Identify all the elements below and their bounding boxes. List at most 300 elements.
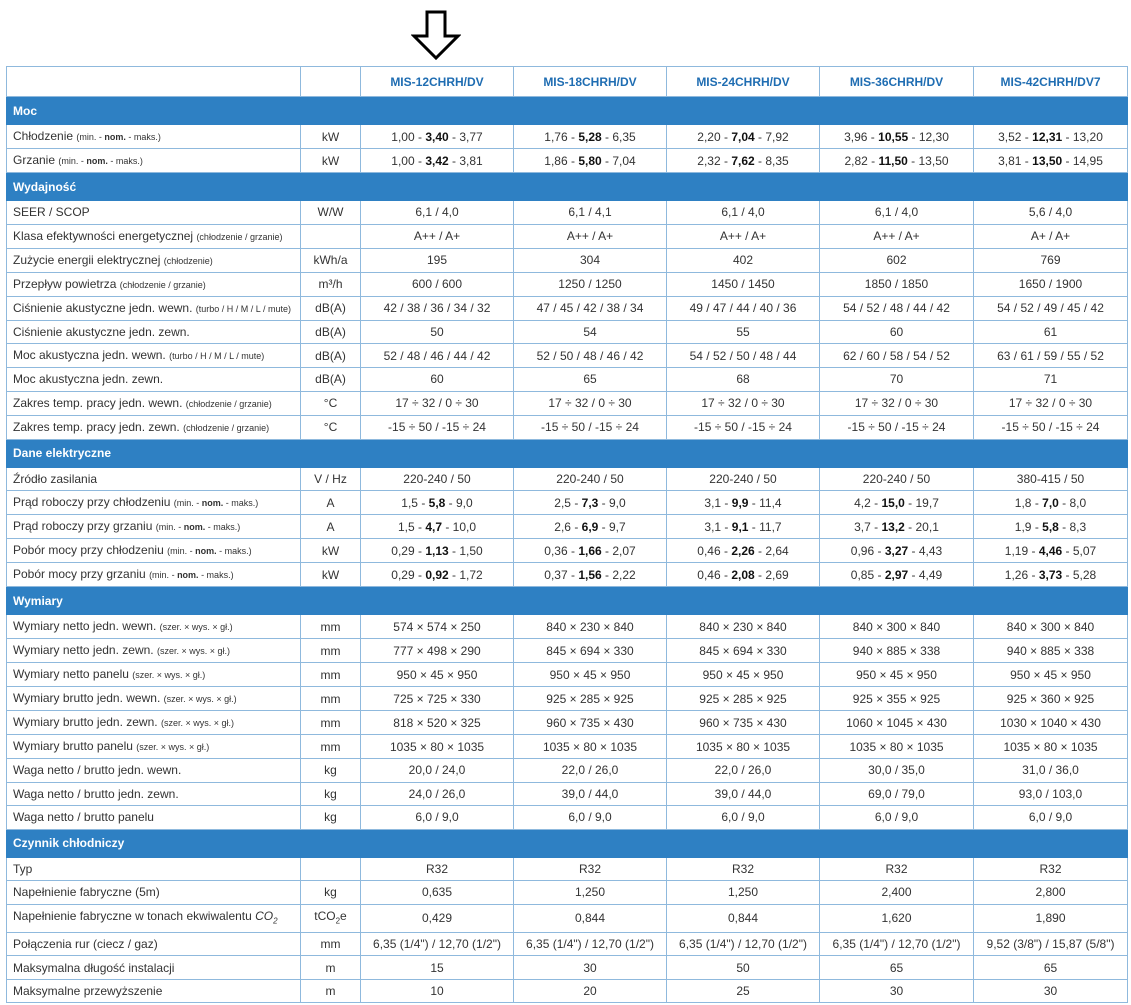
row-label bbox=[7, 782, 301, 806]
row-label-qualifier: (szer. × wys. × gł.) bbox=[163, 694, 237, 704]
spec-row bbox=[7, 515, 1128, 539]
value-cell: 31,0 / 36,0 bbox=[974, 759, 1128, 783]
qualifier-post: - maks.) bbox=[223, 498, 259, 508]
value-min: 2,5 - bbox=[554, 495, 582, 510]
value-min: 1,5 - bbox=[401, 495, 429, 510]
value-min: 0,46 - bbox=[697, 543, 732, 558]
row-label-qualifier: (turbo / H / M / L / mute) bbox=[195, 303, 291, 314]
spec-row bbox=[7, 248, 1128, 272]
value-min: 1,5 - bbox=[397, 519, 426, 534]
row-label-qualifier: (szer. × wys. × gł.) bbox=[136, 742, 210, 752]
value-cell: 950 × 45 × 950 bbox=[974, 663, 1128, 687]
row-label-qualifier: (szer. × wys. × gł.) bbox=[159, 622, 233, 632]
value-nominal: 1,13 bbox=[425, 543, 449, 558]
value-min: 1,00 - bbox=[391, 153, 426, 168]
value-cell: 17 ÷ 32 / 0 ÷ 30 bbox=[514, 391, 667, 415]
down-arrow-icon bbox=[411, 10, 461, 60]
qualifier-pre: (min. - bbox=[58, 156, 87, 166]
unit-text: kg bbox=[324, 885, 337, 900]
value-cell: 17 ÷ 32 / 0 ÷ 30 bbox=[667, 391, 820, 415]
value-nominal: 3,73 bbox=[1038, 567, 1063, 582]
value-nominal: 3,27 bbox=[884, 543, 909, 558]
value-cell: 62 / 60 / 58 / 54 / 52 bbox=[820, 344, 974, 368]
value-cell: 6,1 / 4,1 bbox=[514, 201, 667, 225]
unit-text: mm bbox=[320, 937, 341, 952]
value-max: - 1,72 bbox=[448, 567, 483, 582]
row-label-text: Wymiary brutto panelu bbox=[13, 739, 137, 753]
value-cell: 65 bbox=[514, 368, 667, 392]
row-label bbox=[7, 415, 301, 439]
spec-row bbox=[7, 296, 1128, 320]
value-cell: R32 bbox=[361, 857, 514, 881]
unit-text: dB(A) bbox=[315, 301, 346, 315]
row-unit bbox=[301, 663, 361, 687]
unit-text: °C bbox=[323, 420, 338, 434]
value-cell bbox=[514, 563, 667, 587]
value-max: - 9,0 bbox=[445, 495, 473, 510]
row-unit bbox=[301, 782, 361, 806]
value-cell: 950 × 45 × 950 bbox=[820, 663, 974, 687]
spec-row bbox=[7, 711, 1128, 735]
value-cell: 1,620 bbox=[820, 904, 974, 932]
row-label-qualifier bbox=[58, 156, 143, 166]
value-max: - 14,95 bbox=[1062, 153, 1103, 168]
value-cell: 5,6 / 4,0 bbox=[974, 201, 1128, 225]
value-max: - 4,43 bbox=[908, 543, 943, 558]
value-nominal: 9,1 bbox=[731, 519, 749, 534]
unit-text: mm bbox=[320, 667, 341, 682]
value-cell bbox=[820, 149, 974, 173]
row-unit bbox=[301, 224, 361, 248]
unit-text: m³/h bbox=[318, 277, 343, 291]
value-cell: 818 × 520 × 325 bbox=[361, 711, 514, 735]
row-unit bbox=[301, 615, 361, 639]
value-cell: 220-240 / 50 bbox=[820, 467, 974, 491]
value-cell: 195 bbox=[361, 248, 514, 272]
value-cell: 960 × 735 × 430 bbox=[667, 711, 820, 735]
value-nominal: 0,92 bbox=[425, 567, 449, 582]
spec-row bbox=[7, 125, 1128, 149]
row-label-qualifier: (chłodzenie / grzanie) bbox=[196, 231, 283, 242]
value-cell bbox=[974, 515, 1128, 539]
value-cell: -15 ÷ 50 / -15 ÷ 24 bbox=[514, 415, 667, 439]
section-header bbox=[7, 439, 1128, 467]
row-label-text: Pobór mocy przy chłodzeniu bbox=[13, 543, 168, 557]
value-cell: A++ / A+ bbox=[820, 224, 974, 248]
value-cell bbox=[974, 539, 1128, 563]
value-cell: 840 × 230 × 840 bbox=[667, 615, 820, 639]
value-min: 2,6 - bbox=[554, 519, 582, 534]
value-cell: A++ / A+ bbox=[667, 224, 820, 248]
row-unit bbox=[301, 320, 361, 344]
row-label bbox=[7, 759, 301, 783]
row-label bbox=[7, 467, 301, 491]
model-name: MIS-36CHRH/DV bbox=[820, 67, 974, 97]
row-unit bbox=[301, 904, 361, 932]
row-label bbox=[7, 320, 301, 344]
header-empty-unit bbox=[301, 67, 361, 97]
row-label-text: Pobór mocy przy grzaniu bbox=[13, 567, 150, 581]
unit-text: mm bbox=[320, 739, 341, 754]
value-max: - 2,22 bbox=[601, 567, 636, 582]
value-cell: 6,35 (1/4") / 12,70 (1/2") bbox=[820, 932, 974, 956]
value-max: - 13,20 bbox=[1062, 129, 1103, 144]
value-cell: 725 × 725 × 330 bbox=[361, 687, 514, 711]
qualifier-post: - maks.) bbox=[198, 570, 234, 580]
value-cell: 960 × 735 × 430 bbox=[514, 711, 667, 735]
value-cell: R32 bbox=[974, 857, 1128, 881]
value-cell: 845 × 694 × 330 bbox=[514, 639, 667, 663]
value-cell: 6,0 / 9,0 bbox=[361, 806, 514, 830]
value-cell bbox=[514, 125, 667, 149]
value-cell: 69,0 / 79,0 bbox=[820, 782, 974, 806]
value-cell: 54 / 52 / 48 / 44 / 42 bbox=[820, 296, 974, 320]
value-min: 3,7 - bbox=[854, 519, 882, 534]
unit-text: W/W bbox=[317, 205, 344, 220]
unit-text: mm bbox=[320, 715, 341, 730]
value-cell bbox=[514, 491, 667, 515]
value-cell: 925 × 285 × 925 bbox=[667, 687, 820, 711]
unit-text: m bbox=[325, 984, 336, 999]
unit-text: tCO bbox=[314, 908, 336, 923]
value-min: 0,37 - bbox=[544, 567, 579, 582]
value-cell: 52 / 48 / 46 / 44 / 42 bbox=[361, 344, 514, 368]
value-max: - 8,35 bbox=[754, 153, 789, 168]
row-label bbox=[7, 806, 301, 830]
value-nominal: 6,9 bbox=[581, 519, 599, 534]
value-cell: 402 bbox=[667, 248, 820, 272]
value-cell: 20 bbox=[514, 979, 667, 1003]
row-label-qualifier: (chłodzenie / grzanie) bbox=[119, 279, 206, 290]
row-unit bbox=[301, 759, 361, 783]
value-nominal: 10,55 bbox=[878, 129, 909, 144]
value-cell: 17 ÷ 32 / 0 ÷ 30 bbox=[361, 391, 514, 415]
row-label-text: Moc akustyczna jedn. wewn. bbox=[13, 348, 170, 362]
row-label-text: Maksymalne przewyższenie bbox=[13, 984, 163, 999]
value-cell: 1035 × 80 × 1035 bbox=[361, 735, 514, 759]
row-label-text: Moc akustyczna jedn. zewn. bbox=[13, 372, 164, 387]
value-cell: 30 bbox=[820, 979, 974, 1003]
value-min: 0,36 - bbox=[544, 543, 579, 558]
row-label bbox=[7, 272, 301, 296]
value-cell: 950 × 45 × 950 bbox=[514, 663, 667, 687]
row-label-text: Połączenia rur (ciecz / gaz) bbox=[13, 937, 158, 952]
value-cell: 925 × 360 × 925 bbox=[974, 687, 1128, 711]
value-cell: 50 bbox=[361, 320, 514, 344]
row-unit bbox=[301, 272, 361, 296]
value-max: - 7,04 bbox=[601, 153, 636, 168]
value-max: - 13,50 bbox=[907, 153, 949, 168]
value-cell bbox=[820, 539, 974, 563]
value-cell bbox=[361, 149, 514, 173]
qualifier-bold: nom. bbox=[201, 498, 224, 508]
value-min: 3,1 - bbox=[704, 519, 732, 534]
value-cell: 54 bbox=[514, 320, 667, 344]
qualifier-bold: nom. bbox=[86, 156, 108, 166]
row-label-qualifier bbox=[76, 132, 161, 142]
unit-text: kg bbox=[324, 763, 337, 778]
value-cell: 220-240 / 50 bbox=[667, 467, 820, 491]
value-cell: 10 bbox=[361, 979, 514, 1003]
value-cell: 950 × 45 × 950 bbox=[361, 663, 514, 687]
value-cell: 1,250 bbox=[514, 881, 667, 905]
value-cell: 0,635 bbox=[361, 881, 514, 905]
row-label bbox=[7, 248, 301, 272]
value-cell bbox=[514, 149, 667, 173]
value-cell: 950 × 45 × 950 bbox=[667, 663, 820, 687]
value-min: 3,1 - bbox=[704, 495, 732, 510]
value-nominal: 12,31 bbox=[1032, 129, 1063, 144]
value-cell: 6,1 / 4,0 bbox=[667, 201, 820, 225]
row-unit bbox=[301, 344, 361, 368]
value-cell: 6,35 (1/4") / 12,70 (1/2") bbox=[514, 932, 667, 956]
value-cell bbox=[820, 491, 974, 515]
row-label bbox=[7, 857, 301, 881]
value-cell: 600 / 600 bbox=[361, 272, 514, 296]
value-cell bbox=[974, 491, 1128, 515]
value-cell: 6,1 / 4,0 bbox=[361, 201, 514, 225]
value-cell: A++ / A+ bbox=[361, 224, 514, 248]
value-cell bbox=[514, 515, 667, 539]
row-label-qualifier: (szer. × wys. × gł.) bbox=[156, 646, 230, 656]
value-cell: 70 bbox=[820, 368, 974, 392]
value-nominal: 5,8 bbox=[1042, 519, 1059, 534]
value-cell: 1060 × 1045 × 430 bbox=[820, 711, 974, 735]
row-label-text: Wymiary netto jedn. zewn. bbox=[13, 643, 157, 657]
row-label-text: Napełnienie fabryczne (5m) bbox=[13, 885, 160, 900]
value-cell: 840 × 300 × 840 bbox=[820, 615, 974, 639]
value-cell: 39,0 / 44,0 bbox=[667, 782, 820, 806]
row-label bbox=[7, 735, 301, 759]
value-min: 0,29 - bbox=[391, 543, 426, 558]
value-cell bbox=[667, 563, 820, 587]
value-cell: 380-415 / 50 bbox=[974, 467, 1128, 491]
row-label-text: Wymiary netto jedn. wewn. bbox=[13, 619, 160, 633]
row-label bbox=[7, 881, 301, 905]
value-cell: 55 bbox=[667, 320, 820, 344]
value-cell: 39,0 / 44,0 bbox=[514, 782, 667, 806]
model-name: MIS-42CHRH/DV7 bbox=[974, 67, 1128, 97]
row-label-qualifier bbox=[167, 546, 252, 556]
value-cell bbox=[361, 563, 514, 587]
row-unit bbox=[301, 296, 361, 320]
row-label-text: Ciśnienie akustyczne jedn. wewn. bbox=[13, 300, 196, 315]
header-empty-label bbox=[7, 67, 301, 97]
row-label bbox=[7, 539, 301, 563]
row-unit bbox=[301, 539, 361, 563]
unit-text: kW bbox=[321, 129, 340, 144]
value-cell: -15 ÷ 50 / -15 ÷ 24 bbox=[361, 415, 514, 439]
unit-text: V / Hz bbox=[314, 471, 347, 486]
value-cell: 24,0 / 26,0 bbox=[361, 782, 514, 806]
unit-text: kWh/a bbox=[313, 253, 348, 267]
value-cell: 30,0 / 35,0 bbox=[820, 759, 974, 783]
row-label-text: Zakres temp. pracy jedn. wewn. bbox=[13, 395, 186, 410]
specification-table bbox=[6, 66, 1128, 1003]
value-cell: 1850 / 1850 bbox=[820, 272, 974, 296]
value-max: - 9,0 bbox=[598, 495, 626, 510]
unit-text: kg bbox=[324, 810, 337, 825]
value-cell: 0,844 bbox=[514, 904, 667, 932]
value-max: - 8,0 bbox=[1058, 495, 1087, 510]
row-label bbox=[7, 711, 301, 735]
value-cell: 61 bbox=[974, 320, 1128, 344]
qualifier-pre: (min. - bbox=[155, 522, 184, 532]
value-cell bbox=[974, 149, 1128, 173]
value-cell: 940 × 885 × 338 bbox=[820, 639, 974, 663]
row-label-text: Waga netto / brutto jedn. zewn. bbox=[13, 786, 179, 801]
spec-row bbox=[7, 663, 1128, 687]
value-cell: 17 ÷ 32 / 0 ÷ 30 bbox=[820, 391, 974, 415]
row-unit bbox=[301, 956, 361, 980]
value-min: 3,81 - bbox=[998, 153, 1033, 168]
row-label-qualifier: (szer. × wys. × gł.) bbox=[132, 670, 206, 680]
value-cell: -15 ÷ 50 / -15 ÷ 24 bbox=[974, 415, 1128, 439]
value-cell: 6,0 / 9,0 bbox=[667, 806, 820, 830]
model-name: MIS-24CHRH/DV bbox=[667, 67, 820, 97]
value-cell: 1035 × 80 × 1035 bbox=[514, 735, 667, 759]
row-label bbox=[7, 201, 301, 225]
row-label bbox=[7, 224, 301, 248]
value-cell: 93,0 / 103,0 bbox=[974, 782, 1128, 806]
co2-subscript: 2 bbox=[273, 915, 278, 925]
spec-row bbox=[7, 979, 1128, 1003]
spec-row bbox=[7, 344, 1128, 368]
value-cell bbox=[361, 125, 514, 149]
value-cell bbox=[820, 563, 974, 587]
spec-row bbox=[7, 272, 1128, 296]
value-nominal: 2,08 bbox=[731, 567, 755, 582]
row-label-text: Waga netto / brutto jedn. wewn. bbox=[13, 763, 182, 778]
value-max: - 2,07 bbox=[601, 543, 636, 558]
value-cell: 840 × 300 × 840 bbox=[974, 615, 1128, 639]
value-cell: 9,52 (3/8") / 15,87 (5/8") bbox=[974, 932, 1128, 956]
value-nominal: 5,28 bbox=[578, 129, 602, 144]
value-cell: 2,800 bbox=[974, 881, 1128, 905]
row-unit bbox=[301, 711, 361, 735]
value-cell: 0,844 bbox=[667, 904, 820, 932]
value-min: 1,76 - bbox=[544, 129, 579, 144]
spec-row bbox=[7, 539, 1128, 563]
row-label-text: Typ bbox=[13, 861, 33, 876]
qualifier-bold: nom. bbox=[183, 522, 206, 532]
value-cell bbox=[361, 539, 514, 563]
value-cell: R32 bbox=[820, 857, 974, 881]
qualifier-bold: nom. bbox=[104, 132, 126, 142]
spec-row bbox=[7, 563, 1128, 587]
unit-text: mm bbox=[320, 619, 341, 634]
section-header bbox=[7, 97, 1128, 125]
spec-row bbox=[7, 149, 1128, 173]
value-nominal: 1,56 bbox=[578, 567, 602, 582]
row-label bbox=[7, 125, 301, 149]
value-cell bbox=[820, 515, 974, 539]
value-cell: 30 bbox=[514, 956, 667, 980]
value-max: - 6,35 bbox=[601, 129, 636, 144]
row-label bbox=[7, 615, 301, 639]
value-cell bbox=[974, 125, 1128, 149]
qualifier-post: - maks.) bbox=[205, 522, 241, 532]
row-unit bbox=[301, 415, 361, 439]
value-max: - 9,7 bbox=[598, 519, 626, 534]
spec-row bbox=[7, 320, 1128, 344]
value-cell: 30 bbox=[974, 979, 1128, 1003]
value-cell: 1250 / 1250 bbox=[514, 272, 667, 296]
value-cell bbox=[667, 125, 820, 149]
value-min: 3,96 - bbox=[844, 129, 879, 144]
value-cell: 777 × 498 × 290 bbox=[361, 639, 514, 663]
row-label-text: SEER / SCOP bbox=[13, 205, 90, 220]
co2-text: CO bbox=[255, 908, 274, 923]
row-label bbox=[7, 515, 301, 539]
row-label bbox=[7, 344, 301, 368]
value-max: - 1,50 bbox=[448, 543, 483, 558]
qualifier-pre: (min. - bbox=[173, 498, 202, 508]
value-cell bbox=[667, 539, 820, 563]
value-nominal: 7,04 bbox=[731, 129, 755, 144]
row-label bbox=[7, 639, 301, 663]
value-nominal: 7,62 bbox=[731, 153, 755, 168]
spec-row bbox=[7, 615, 1128, 639]
model-name: MIS-18CHRH/DV bbox=[514, 67, 667, 97]
row-unit bbox=[301, 806, 361, 830]
qualifier-pre: (min. - bbox=[149, 570, 178, 580]
value-min: 0,46 - bbox=[697, 567, 732, 582]
unit-text: kW bbox=[321, 543, 340, 558]
value-cell: 6,1 / 4,0 bbox=[820, 201, 974, 225]
row-unit bbox=[301, 201, 361, 225]
section-header bbox=[7, 587, 1128, 615]
value-max: - 2,64 bbox=[754, 543, 789, 558]
value-cell: 0,429 bbox=[361, 904, 514, 932]
spec-row bbox=[7, 932, 1128, 956]
spec-row bbox=[7, 857, 1128, 881]
spec-row bbox=[7, 904, 1128, 932]
row-label bbox=[7, 391, 301, 415]
value-max: - 3,77 bbox=[448, 129, 483, 144]
row-label bbox=[7, 563, 301, 587]
value-nominal: 4,46 bbox=[1038, 543, 1063, 558]
row-label-text: Napełnienie fabryczne w tonach ekwiwalentu bbox=[13, 908, 256, 923]
value-min: 1,00 - bbox=[391, 129, 426, 144]
value-cell: 1,890 bbox=[974, 904, 1128, 932]
value-max: - 5,07 bbox=[1062, 543, 1097, 558]
value-cell: 54 / 52 / 49 / 45 / 42 bbox=[974, 296, 1128, 320]
value-cell: 50 bbox=[667, 956, 820, 980]
unit-subscript: 2 bbox=[335, 915, 341, 925]
section-title: Wydajność bbox=[7, 173, 1128, 201]
value-min: 1,9 - bbox=[1014, 519, 1043, 534]
section-header bbox=[7, 829, 1128, 857]
row-label-qualifier bbox=[156, 522, 241, 532]
value-cell: -15 ÷ 50 / -15 ÷ 24 bbox=[820, 415, 974, 439]
value-cell: 304 bbox=[514, 248, 667, 272]
spec-row bbox=[7, 806, 1128, 830]
value-nominal: 2,97 bbox=[884, 567, 909, 582]
value-cell: 6,35 (1/4") / 12,70 (1/2") bbox=[667, 932, 820, 956]
value-cell: 22,0 / 26,0 bbox=[514, 759, 667, 783]
value-cell: 6,0 / 9,0 bbox=[820, 806, 974, 830]
row-unit bbox=[301, 467, 361, 491]
qualifier-pre: (min. - bbox=[167, 546, 196, 556]
value-cell: 60 bbox=[361, 368, 514, 392]
row-label-qualifier: (szer. × wys. × gł.) bbox=[160, 718, 234, 728]
value-cell: 1450 / 1450 bbox=[667, 272, 820, 296]
model-header-row bbox=[7, 67, 1128, 97]
value-cell: A++ / A+ bbox=[514, 224, 667, 248]
row-label bbox=[7, 296, 301, 320]
row-label bbox=[7, 687, 301, 711]
